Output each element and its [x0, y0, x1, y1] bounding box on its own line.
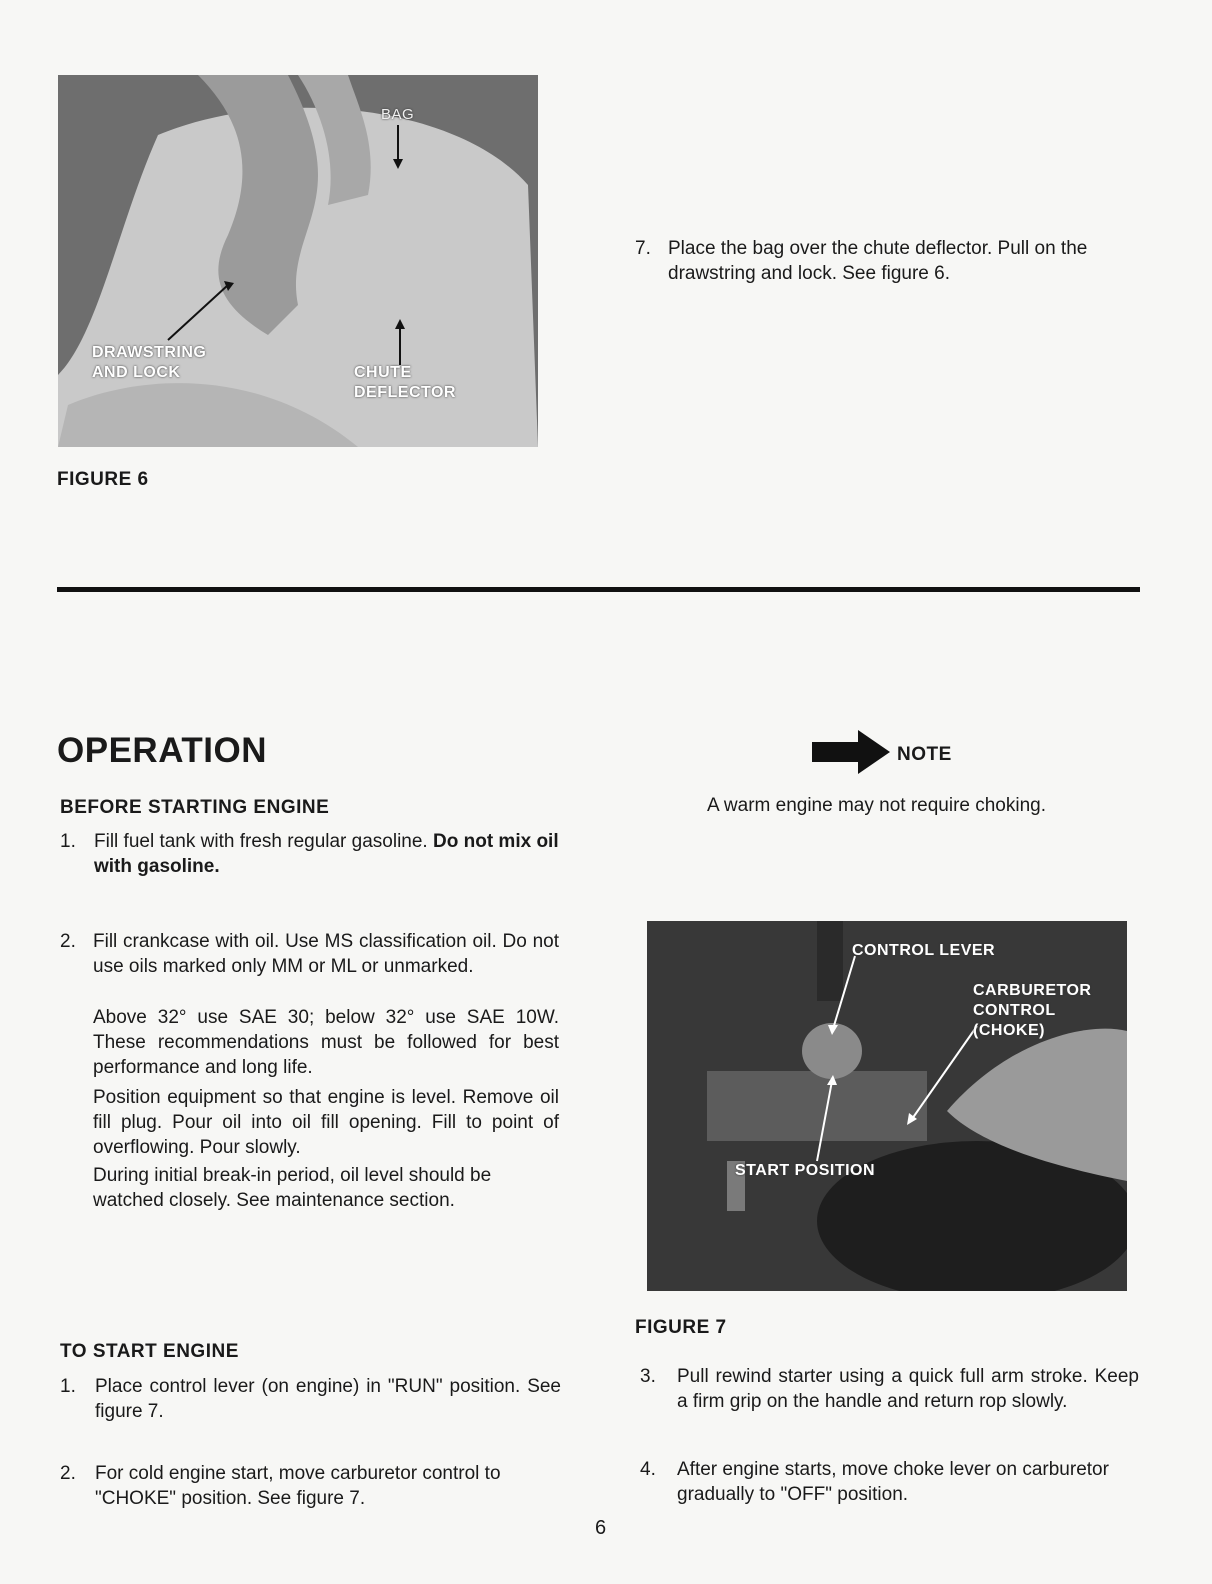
before-step-2-p3: Position equipment so that engine is level. Remove oil fill plug. Pour oil into oil fill opening. Fill to point of overflowing. Pour slowly. [93, 1087, 559, 1158]
step-7-number: 7. [635, 238, 651, 259]
carburetor-label-line1: CARBURETOR [973, 982, 1092, 999]
before-starting-heading: BEFORE STARTING ENGINE [60, 797, 330, 818]
note-text: A warm engine may not require choking. [707, 795, 1047, 816]
start-step-2-text: For cold engine start, move carburetor control to "CHOKE" position. See figure 7. [95, 1463, 501, 1509]
before-step-2-p1: Fill crankcase with oil. Use MS classification oil. Do not use oils marked only MM or ML or unmarked. [93, 931, 559, 977]
chute-label-line2: DEFLECTOR [354, 384, 456, 401]
start-step-4-text: After engine starts, move choke lever on carburetor gradually to "OFF" position. [677, 1459, 1109, 1505]
to-start-heading: TO START ENGINE [60, 1341, 239, 1362]
step-7-text: Place the bag over the chute deflector. Pull on the drawstring and lock. See figure 6. [668, 238, 1088, 284]
carburetor-label-line2: CONTROL [973, 1002, 1056, 1019]
figure-7-caption: FIGURE 7 [635, 1317, 727, 1338]
start-step-3-number: 3. [640, 1366, 656, 1387]
drawstring-label-line2: AND LOCK [92, 364, 181, 381]
before-step-1-number: 1. [60, 831, 76, 852]
figure-6-photo [58, 75, 538, 447]
figure-6-illustration [58, 75, 538, 447]
page-title: OPERATION [57, 731, 267, 770]
section-divider [57, 587, 1140, 592]
start-step-4-number: 4. [640, 1459, 656, 1480]
drawstring-label-line1: DRAWSTRING [92, 344, 207, 361]
carburetor-label-line3: (CHOKE) [973, 1022, 1045, 1039]
page-number: 6 [595, 1517, 607, 1539]
control-lever-label: CONTROL LEVER [852, 942, 996, 959]
before-step-1-warning: Do not mix oil with gasoline. [94, 831, 559, 877]
before-step-2-p4: During initial break-in period, oil level should be watched closely. See maintenance section. [93, 1165, 492, 1211]
start-step-1-number: 1. [60, 1376, 76, 1397]
before-step-2-p2: Above 32° use SAE 30; below 32° use SAE 10W. These recommendations must be followed for best performance and long life. [93, 1007, 559, 1078]
chute-label-line1: CHUTE [354, 364, 412, 381]
before-step-1 [94, 829, 560, 879]
figure-6-caption: FIGURE 6 [57, 469, 149, 490]
bag-label: BAG [381, 106, 415, 123]
figure-7-illustration [647, 921, 1127, 1291]
figure-7-photo [647, 921, 1127, 1291]
start-position-label: START POSITION [735, 1162, 876, 1179]
note-arrow-icon [812, 728, 892, 776]
start-step-2-number: 2. [60, 1463, 76, 1484]
before-step-2-number: 2. [60, 931, 76, 952]
before-step-1-text: Fill fuel tank with fresh regular gasoline. [94, 831, 428, 852]
start-step-1-text: Place control lever (on engine) in "RUN" position. See figure 7. [95, 1376, 561, 1422]
note-label: NOTE [897, 744, 952, 765]
start-step-3-text: Pull rewind starter using a quick full arm stroke. Keep a firm grip on the handle and return rop slowly. [677, 1366, 1139, 1412]
